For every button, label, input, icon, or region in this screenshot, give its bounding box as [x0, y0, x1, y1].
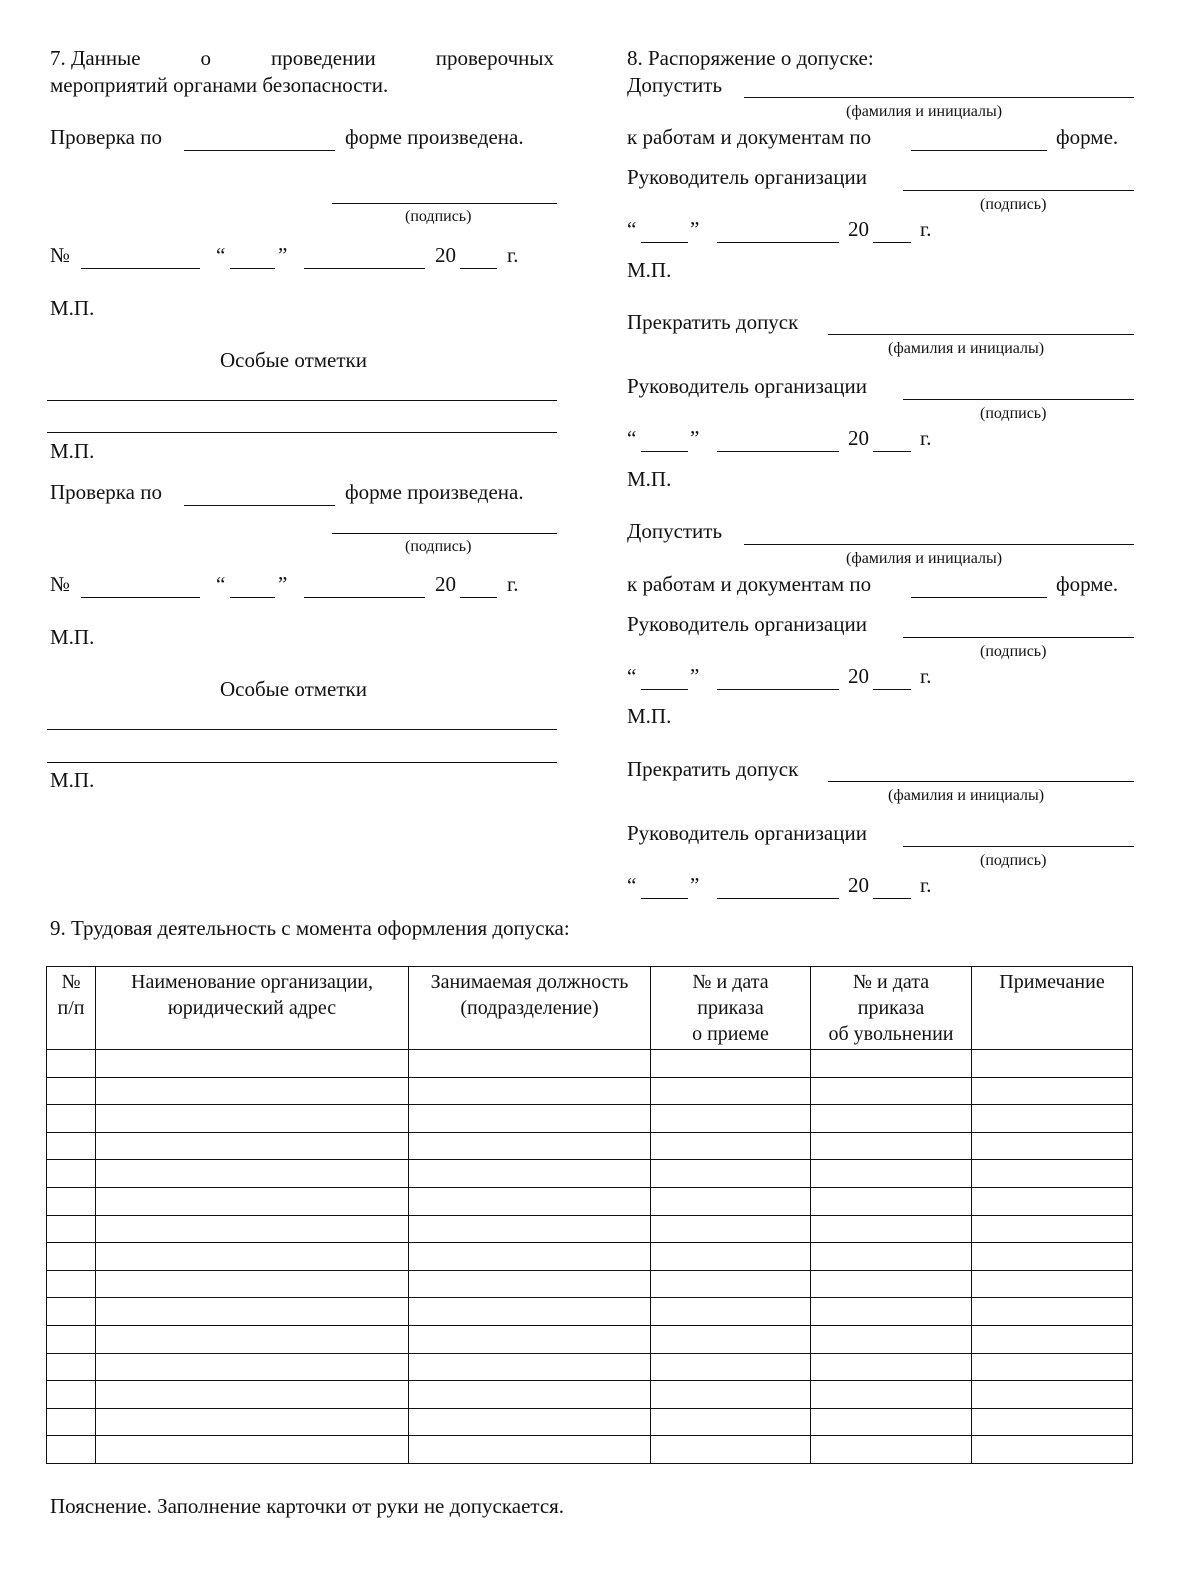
- quote-open: “: [627, 873, 637, 897]
- column-header: Примечание: [972, 967, 1133, 1050]
- year-suffix: г.: [920, 873, 932, 897]
- table-cell[interactable]: [96, 1408, 409, 1436]
- year-suffix: г.: [920, 217, 932, 241]
- terminate-label: Прекратить допуск: [627, 757, 799, 781]
- table-cell[interactable]: [47, 1270, 96, 1298]
- signature-caption: (подпись): [980, 405, 1047, 422]
- works-label: к работам и документам по: [627, 125, 872, 149]
- table-row: [47, 1381, 1133, 1409]
- table-cell[interactable]: [409, 1381, 651, 1409]
- number-field[interactable]: [81, 268, 200, 269]
- column-header: № п/п: [47, 967, 96, 1050]
- table-cell[interactable]: [811, 1132, 972, 1160]
- number-sign: №: [50, 572, 71, 596]
- table-cell[interactable]: [409, 1408, 651, 1436]
- table-row: [47, 1436, 1133, 1464]
- table-cell[interactable]: [47, 1160, 96, 1188]
- quote-close: ”: [690, 217, 700, 241]
- table-cell[interactable]: [972, 1353, 1133, 1381]
- quote-open: “: [627, 426, 637, 450]
- works-form-field[interactable]: [911, 150, 1047, 151]
- year-field[interactable]: [873, 898, 911, 899]
- name-caption: (фамилия и инициалы): [846, 103, 1003, 120]
- table-cell[interactable]: [96, 1381, 409, 1409]
- number-field[interactable]: [81, 597, 200, 598]
- table-cell[interactable]: [811, 1187, 972, 1215]
- table-cell[interactable]: [811, 1077, 972, 1105]
- column-header: № и дата приказа об увольнении: [811, 967, 972, 1050]
- check-form-field[interactable]: [184, 505, 335, 506]
- year-prefix: 20: [848, 426, 869, 450]
- table-row: [47, 1187, 1133, 1215]
- table-cell[interactable]: [409, 1132, 651, 1160]
- table-cell[interactable]: [972, 1381, 1133, 1409]
- works-form-field[interactable]: [911, 597, 1047, 598]
- month-field[interactable]: [304, 268, 425, 269]
- check-suffix: форме произведена.: [345, 125, 524, 149]
- employment-table: [46, 966, 1133, 1464]
- table-cell[interactable]: [972, 1243, 1133, 1271]
- table-cell[interactable]: [47, 1436, 96, 1464]
- table-cell[interactable]: [972, 1187, 1133, 1215]
- table-cell[interactable]: [972, 1436, 1133, 1464]
- table-header-row: [47, 967, 1133, 1050]
- table-cell[interactable]: [96, 1298, 409, 1326]
- name-caption: (фамилия и инициалы): [888, 787, 1045, 804]
- head-label: Руководитель организации: [627, 612, 867, 636]
- table-cell[interactable]: [47, 1243, 96, 1271]
- day-field[interactable]: [230, 268, 275, 269]
- table-cell[interactable]: [96, 1325, 409, 1353]
- signature-caption: (подпись): [405, 538, 472, 555]
- quote-open: “: [627, 217, 637, 241]
- table-cell[interactable]: [409, 1215, 651, 1243]
- table-cell[interactable]: [409, 1325, 651, 1353]
- table-cell[interactable]: [651, 1077, 811, 1105]
- admit-name-field[interactable]: [744, 544, 1134, 545]
- signature-field[interactable]: [332, 533, 557, 534]
- check-label: Проверка по: [50, 480, 162, 504]
- table-cell[interactable]: [811, 1436, 972, 1464]
- table-cell[interactable]: [96, 1050, 409, 1078]
- quote-close: ”: [278, 243, 288, 267]
- table-cell[interactable]: [96, 1215, 409, 1243]
- quote-open: “: [627, 664, 637, 688]
- table-cell[interactable]: [47, 1050, 96, 1078]
- note-text: Пояснение. Заполнение карточки от руки не допускается.: [50, 1494, 565, 1518]
- signature-caption: (подпись): [980, 852, 1047, 869]
- special-marks-line[interactable]: [47, 432, 557, 433]
- table-cell[interactable]: [811, 1381, 972, 1409]
- table-row: [47, 1325, 1133, 1353]
- head-label: Руководитель организации: [627, 165, 867, 189]
- check-suffix: форме произведена.: [345, 480, 524, 504]
- check-form-field[interactable]: [184, 150, 335, 151]
- table-cell[interactable]: [811, 1270, 972, 1298]
- section-7-title-word: о: [200, 46, 212, 70]
- table-cell[interactable]: [47, 1381, 96, 1409]
- table-cell[interactable]: [409, 1105, 651, 1133]
- table-cell[interactable]: [651, 1105, 811, 1133]
- table-cell[interactable]: [811, 1215, 972, 1243]
- table-cell[interactable]: [409, 1160, 651, 1188]
- stamp-label: М.П.: [50, 625, 95, 649]
- month-field[interactable]: [717, 242, 839, 243]
- signature-caption: (подпись): [980, 643, 1047, 660]
- signature-caption: (подпись): [405, 208, 472, 225]
- table-cell[interactable]: [972, 1298, 1133, 1326]
- table-cell[interactable]: [409, 1050, 651, 1078]
- table-cell[interactable]: [651, 1243, 811, 1271]
- table-cell[interactable]: [47, 1353, 96, 1381]
- table-row: [47, 1408, 1133, 1436]
- table-cell[interactable]: [972, 1408, 1133, 1436]
- table-cell[interactable]: [96, 1436, 409, 1464]
- table-cell[interactable]: [811, 1298, 972, 1326]
- head-signature-field[interactable]: [903, 190, 1134, 191]
- special-marks-line[interactable]: [47, 762, 557, 763]
- table-row: [47, 1160, 1133, 1188]
- quote-close: ”: [690, 873, 700, 897]
- table-row: [47, 1215, 1133, 1243]
- section-7-title-word: проведении: [271, 46, 376, 70]
- month-field[interactable]: [304, 597, 425, 598]
- table-row: [47, 1077, 1133, 1105]
- table-cell[interactable]: [409, 1243, 651, 1271]
- quote-open: “: [216, 243, 226, 267]
- table-cell[interactable]: [409, 1353, 651, 1381]
- table-cell[interactable]: [972, 1270, 1133, 1298]
- works-suffix: форме.: [1056, 125, 1119, 149]
- table-cell[interactable]: [651, 1325, 811, 1353]
- table-cell[interactable]: [651, 1187, 811, 1215]
- table-cell[interactable]: [409, 1298, 651, 1326]
- head-signature-field[interactable]: [903, 846, 1134, 847]
- year-prefix: 20: [848, 873, 869, 897]
- check-label: Проверка по: [50, 125, 162, 149]
- year-suffix: г.: [920, 664, 932, 688]
- table-cell[interactable]: [651, 1408, 811, 1436]
- day-field[interactable]: [641, 451, 688, 452]
- table-cell[interactable]: [409, 1187, 651, 1215]
- stamp-label: М.П.: [50, 439, 95, 463]
- table-cell[interactable]: [96, 1270, 409, 1298]
- stamp-label: М.П.: [627, 258, 672, 282]
- name-caption: (фамилия и инициалы): [888, 340, 1045, 357]
- table-cell[interactable]: [972, 1077, 1133, 1105]
- year-prefix: 20: [435, 572, 456, 596]
- table-cell[interactable]: [811, 1243, 972, 1271]
- table-cell[interactable]: [972, 1325, 1133, 1353]
- section-7-title-word: проверочных: [435, 46, 554, 70]
- year-suffix: г.: [507, 243, 519, 267]
- stamp-label: М.П.: [50, 768, 95, 792]
- column-header: Наименование организации, юридический адрес: [96, 967, 409, 1050]
- table-cell[interactable]: [409, 1436, 651, 1464]
- special-marks-line[interactable]: [47, 729, 557, 730]
- table-cell[interactable]: [811, 1325, 972, 1353]
- table-cell[interactable]: [96, 1077, 409, 1105]
- terminate-name-field[interactable]: [828, 781, 1134, 782]
- year-suffix: г.: [920, 426, 932, 450]
- table-cell[interactable]: [96, 1105, 409, 1133]
- month-field[interactable]: [717, 451, 839, 452]
- table-cell[interactable]: [811, 1408, 972, 1436]
- day-field[interactable]: [641, 689, 688, 690]
- table-cell[interactable]: [47, 1215, 96, 1243]
- table-cell[interactable]: [651, 1270, 811, 1298]
- year-field[interactable]: [460, 597, 497, 598]
- special-marks-line[interactable]: [47, 400, 557, 401]
- table-cell[interactable]: [811, 1353, 972, 1381]
- table-cell[interactable]: [811, 1050, 972, 1078]
- table-cell[interactable]: [651, 1436, 811, 1464]
- signature-field[interactable]: [332, 203, 557, 204]
- table-cell[interactable]: [409, 1077, 651, 1105]
- stamp-label: М.П.: [50, 296, 95, 320]
- table-cell[interactable]: [651, 1215, 811, 1243]
- table-cell[interactable]: [47, 1187, 96, 1215]
- signature-caption: (подпись): [980, 196, 1047, 213]
- table-cell[interactable]: [96, 1187, 409, 1215]
- year-prefix: 20: [848, 217, 869, 241]
- year-field[interactable]: [873, 451, 911, 452]
- day-field[interactable]: [641, 242, 688, 243]
- table-cell[interactable]: [651, 1353, 811, 1381]
- month-field[interactable]: [717, 689, 839, 690]
- quote-close: ”: [690, 664, 700, 688]
- year-field[interactable]: [873, 689, 911, 690]
- table-cell[interactable]: [651, 1160, 811, 1188]
- day-field[interactable]: [641, 898, 688, 899]
- table-row: [47, 1270, 1133, 1298]
- year-prefix: 20: [435, 243, 456, 267]
- year-field[interactable]: [873, 242, 911, 243]
- admit-label: Допустить: [627, 73, 723, 97]
- table-cell[interactable]: [47, 1132, 96, 1160]
- stamp-label: М.П.: [627, 467, 672, 491]
- column-header: Занимаемая должность (подразделение): [409, 967, 651, 1050]
- table-row: [47, 1298, 1133, 1326]
- table-cell[interactable]: [972, 1132, 1133, 1160]
- table-cell[interactable]: [811, 1160, 972, 1188]
- section-8-title: 8. Распоряжение о допуске:: [627, 46, 874, 70]
- table-cell[interactable]: [409, 1270, 651, 1298]
- table-cell[interactable]: [96, 1160, 409, 1188]
- table-cell[interactable]: [972, 1215, 1133, 1243]
- table-cell[interactable]: [47, 1105, 96, 1133]
- terminate-name-field[interactable]: [828, 334, 1134, 335]
- year-suffix: г.: [507, 572, 519, 596]
- table-cell[interactable]: [47, 1408, 96, 1436]
- stamp-label: М.П.: [627, 704, 672, 728]
- quote-close: ”: [690, 426, 700, 450]
- quote-open: “: [216, 572, 226, 596]
- table-cell[interactable]: [651, 1381, 811, 1409]
- table-cell[interactable]: [47, 1325, 96, 1353]
- table-row: [47, 1243, 1133, 1271]
- table-cell[interactable]: [47, 1077, 96, 1105]
- year-prefix: 20: [848, 664, 869, 688]
- table-row: [47, 1132, 1133, 1160]
- works-suffix: форме.: [1056, 572, 1119, 596]
- table-cell[interactable]: [651, 1298, 811, 1326]
- table-cell[interactable]: [972, 1050, 1133, 1078]
- terminate-label: Прекратить допуск: [627, 310, 799, 334]
- works-label: к работам и документам по: [627, 572, 872, 596]
- special-marks-heading: Особые отметки: [220, 677, 367, 701]
- name-caption: (фамилия и инициалы): [846, 550, 1003, 567]
- table-cell[interactable]: [96, 1353, 409, 1381]
- admit-name-field[interactable]: [744, 97, 1134, 98]
- table-row: [47, 1353, 1133, 1381]
- special-marks-heading: Особые отметки: [220, 348, 367, 372]
- table-cell[interactable]: [972, 1160, 1133, 1188]
- table-row: [47, 1050, 1133, 1078]
- table-cell[interactable]: [972, 1105, 1133, 1133]
- admit-label: Допустить: [627, 519, 723, 543]
- table-cell[interactable]: [47, 1298, 96, 1326]
- table-cell[interactable]: [651, 1050, 811, 1078]
- section-9-title: 9. Трудовая деятельность с момента оформления допуска:: [50, 916, 570, 940]
- year-field[interactable]: [460, 268, 497, 269]
- number-sign: №: [50, 243, 71, 267]
- day-field[interactable]: [230, 597, 275, 598]
- table-cell[interactable]: [96, 1243, 409, 1271]
- head-signature-field[interactable]: [903, 637, 1134, 638]
- head-label: Руководитель организации: [627, 374, 867, 398]
- column-header: № и дата приказа о приеме: [651, 967, 811, 1050]
- quote-close: ”: [278, 572, 288, 596]
- table-row: [47, 1105, 1133, 1133]
- table-cell[interactable]: [96, 1132, 409, 1160]
- table-cell[interactable]: [811, 1105, 972, 1133]
- head-label: Руководитель организации: [627, 821, 867, 845]
- section-7-title-word: 7. Данные: [50, 46, 141, 70]
- head-signature-field[interactable]: [903, 399, 1134, 400]
- table-cell[interactable]: [651, 1132, 811, 1160]
- section-7-title-line1: [50, 46, 554, 70]
- month-field[interactable]: [717, 898, 839, 899]
- section-7-title-line2: мероприятий органами безопасности.: [50, 73, 389, 97]
